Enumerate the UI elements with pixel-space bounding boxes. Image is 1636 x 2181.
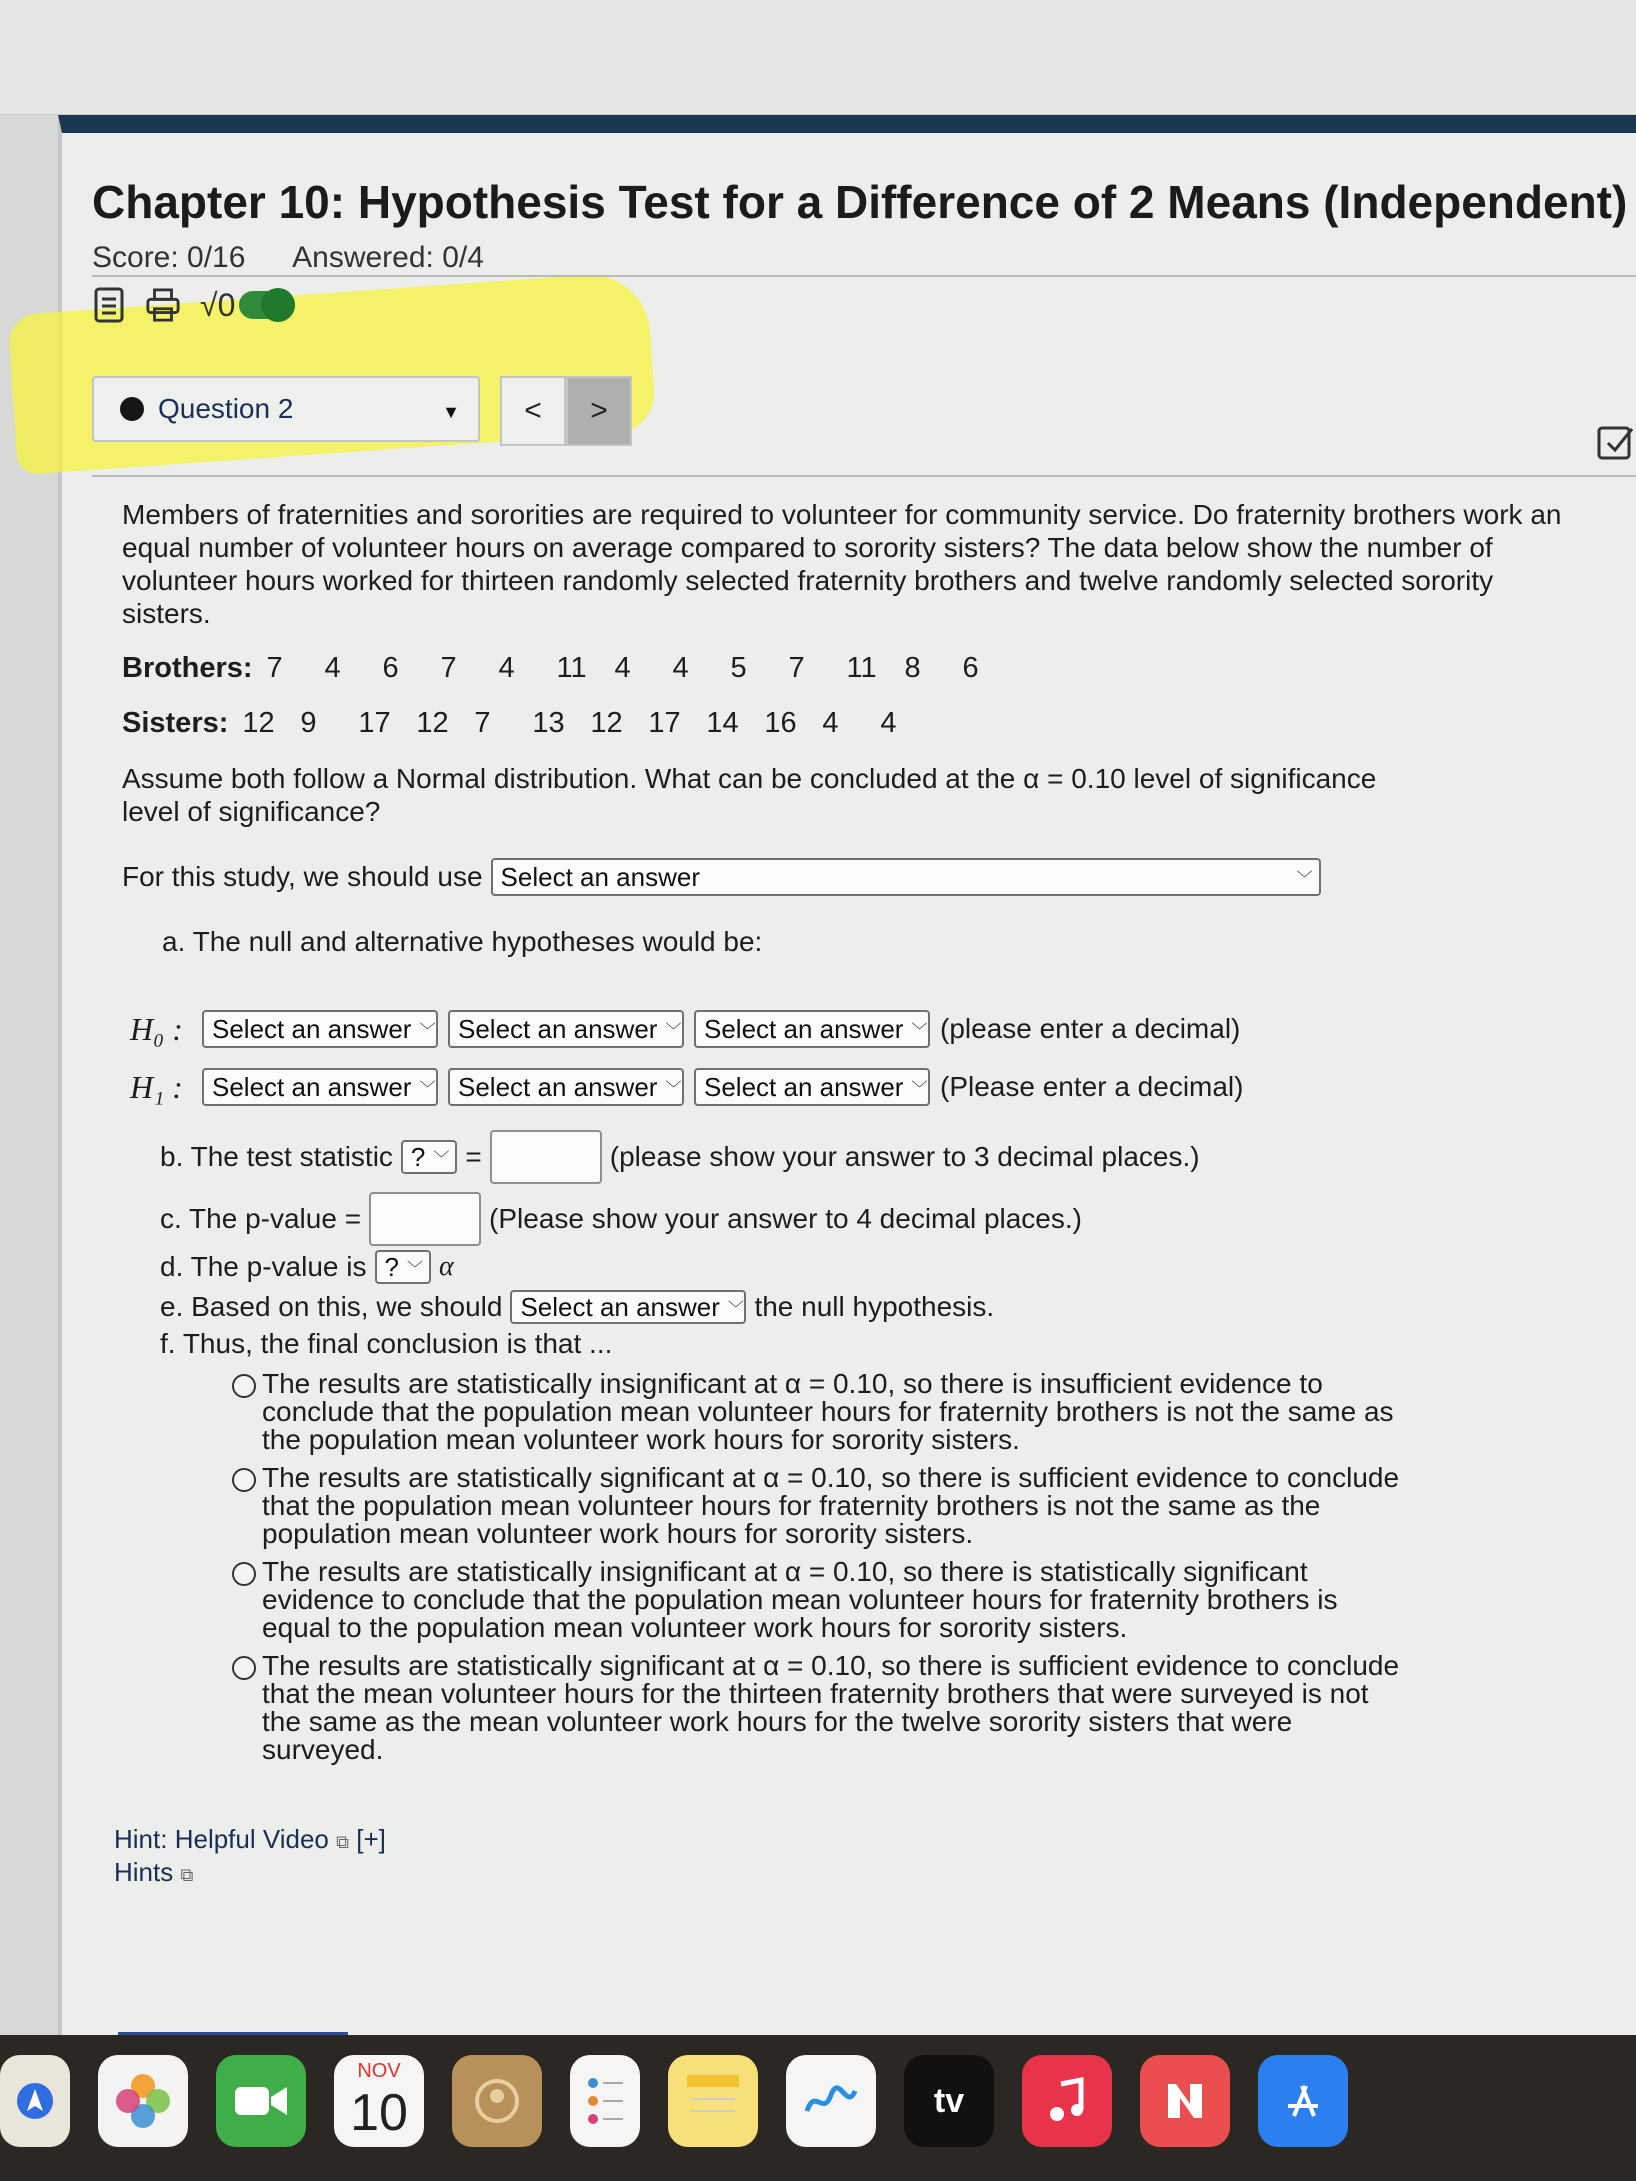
part-a-label: a. The null and alternative hypotheses would be: bbox=[162, 926, 763, 957]
part-e-prefix: e. Based on this, we should bbox=[160, 1291, 503, 1322]
brothers-value: 4 bbox=[324, 652, 341, 684]
external-link-icon: ⧉ bbox=[336, 1832, 349, 1852]
h1-row bbox=[130, 1068, 1572, 1106]
chevron-down-icon: ﹀ bbox=[665, 1022, 682, 1040]
conclusion-options bbox=[232, 1370, 1412, 1764]
math-entry-toggle[interactable] bbox=[200, 287, 295, 324]
sisters-data-row bbox=[122, 707, 1572, 740]
chevron-down-icon: ﹀ bbox=[1296, 870, 1313, 888]
chevron-down-icon: ﹀ bbox=[911, 1022, 928, 1040]
chevron-down-icon: ﹀ bbox=[665, 1080, 682, 1098]
assignment-page bbox=[58, 115, 1636, 2050]
select-value: Select an answer bbox=[458, 1071, 658, 1102]
browser-top-area bbox=[0, 0, 1636, 115]
app-store-icon[interactable] bbox=[1258, 2055, 1348, 2147]
prev-question-button[interactable]: < bbox=[500, 376, 566, 446]
calendar-month: NOV bbox=[357, 2059, 401, 2082]
tv-label: tv bbox=[933, 2081, 965, 2120]
h0-value-select[interactable] bbox=[694, 1010, 930, 1048]
part-d-label: d. The p-value is bbox=[160, 1251, 367, 1282]
edit-checkbox-icon[interactable] bbox=[1596, 423, 1636, 463]
select-value: ? bbox=[410, 1141, 426, 1172]
decision-select[interactable] bbox=[510, 1290, 746, 1324]
sisters-value: 4 bbox=[822, 707, 839, 739]
brothers-value: 7 bbox=[266, 652, 283, 684]
news-app-icon[interactable] bbox=[1140, 2055, 1230, 2147]
reminders-app-icon[interactable] bbox=[570, 2055, 640, 2147]
brothers-value: 4 bbox=[498, 652, 515, 684]
brothers-value: 11 bbox=[556, 652, 587, 684]
contacts-app-icon[interactable] bbox=[452, 2055, 542, 2147]
chevron-down-icon: ﹀ bbox=[419, 1080, 436, 1098]
part-c-label: c. The p-value = bbox=[160, 1203, 362, 1234]
hint-line bbox=[114, 1824, 1572, 1857]
sqrt-label: √0 bbox=[200, 286, 236, 323]
study-select-value: Select an answer bbox=[500, 861, 700, 892]
test-statistic-input[interactable] bbox=[490, 1130, 602, 1184]
p-value-comparison-select[interactable] bbox=[375, 1250, 431, 1284]
brothers-value: 4 bbox=[614, 652, 631, 684]
h0-operator-select[interactable] bbox=[448, 1010, 684, 1048]
test-statistic-select[interactable] bbox=[401, 1140, 457, 1174]
conclusion-option-4[interactable] bbox=[232, 1652, 1412, 1764]
caret-down-icon: ▼ bbox=[442, 402, 460, 422]
divider bbox=[92, 275, 1636, 277]
chevron-down-icon: ﹀ bbox=[419, 1022, 436, 1040]
radio-button[interactable] bbox=[232, 1374, 256, 1398]
part-e-line bbox=[160, 1290, 1572, 1324]
part-f-label: f. Thus, the final conclusion is that ... bbox=[160, 1328, 613, 1359]
brothers-value: 11 bbox=[846, 652, 877, 684]
maps-app-icon[interactable] bbox=[0, 2055, 70, 2147]
conclusion-option-1[interactable] bbox=[232, 1370, 1412, 1454]
part-c-note: (Please show your answer to 4 decimal places.) bbox=[489, 1203, 1082, 1234]
part-b-line bbox=[160, 1130, 1572, 1184]
macos-dock bbox=[0, 2035, 1636, 2181]
score-line bbox=[92, 241, 524, 275]
status-dot-icon bbox=[120, 397, 144, 421]
chevron-down-icon: ﹀ bbox=[911, 1080, 928, 1098]
brothers-value: 7 bbox=[788, 652, 805, 684]
h0-parameter-select[interactable] bbox=[202, 1010, 438, 1048]
select-value: Select an answer bbox=[704, 1013, 904, 1044]
calendar-app-icon[interactable] bbox=[334, 2055, 424, 2147]
radio-button[interactable] bbox=[232, 1562, 256, 1586]
part-b-label: b. The test statistic bbox=[160, 1141, 393, 1172]
divider bbox=[92, 475, 1636, 477]
part-b-note: (please show your answer to 3 decimal places.) bbox=[609, 1141, 1200, 1172]
question-dropdown[interactable] bbox=[92, 376, 480, 442]
p-value-input[interactable] bbox=[369, 1192, 481, 1246]
study-type-select[interactable] bbox=[491, 858, 1321, 896]
answered-text: Answered: 0/4 bbox=[292, 241, 484, 274]
option-text: The results are statistically insignificant at α = 0.10, so there is insufficient evidence to conclude that the population mean volunteer hours for fraternity brothers is not the same as the population mean volunteer work hours for sorority sisters. bbox=[262, 1368, 1394, 1455]
sisters-value: 14 bbox=[706, 707, 739, 739]
brothers-value: 6 bbox=[382, 652, 399, 684]
select-value: Select an answer bbox=[704, 1071, 904, 1102]
option-text: The results are statistically significant at α = 0.10, so there is sufficient evidence to conclude that the mean volunteer hours for the thirteen fraternity brothers that were surveyed is not the same as the mean volunteer work hours for the twelve sorority sisters that were surveyed. bbox=[262, 1650, 1400, 1765]
external-link-icon: ⧉ bbox=[180, 1865, 194, 1885]
equals-sign: = bbox=[465, 1141, 482, 1172]
sisters-value: 7 bbox=[474, 707, 491, 739]
sisters-value: 12 bbox=[416, 707, 449, 739]
sisters-value: 17 bbox=[648, 707, 681, 739]
problem-intro: Members of fraternities and sororities are required to volunteer for community service. Do fraternity brothers work an equal number of volunteer hours on average compared to sorority sisters? The data below show the number of volunteer hours worked for thirteen randomly selected fraternity brothers and twelve randomly selected sorority sisters. bbox=[122, 499, 1562, 629]
h1-value-select[interactable] bbox=[694, 1068, 930, 1106]
option-text: The results are statistically insignificant at α = 0.10, so there is statistically significant evidence to conclude that the population mean volunteer hours for fraternity brothers is equal to the population mean volunteer work hours for sorority sisters. bbox=[262, 1556, 1338, 1643]
select-value: Select an answer bbox=[212, 1071, 412, 1102]
brothers-value: 5 bbox=[730, 652, 747, 684]
question-label: Question 2 bbox=[158, 393, 294, 424]
study-line bbox=[122, 858, 1572, 896]
h1-note: (Please enter a decimal) bbox=[940, 1071, 1244, 1102]
parts-b-to-f bbox=[160, 1130, 1572, 1764]
study-prefix: For this study, we should use bbox=[122, 861, 483, 892]
h0-symbol: H₀ : bbox=[130, 1010, 183, 1047]
brothers-value: 8 bbox=[904, 652, 921, 684]
select-value: Select an answer bbox=[212, 1013, 412, 1044]
sisters-value: 13 bbox=[532, 707, 565, 739]
sisters-value: 16 bbox=[764, 707, 797, 739]
brothers-label: Brothers: bbox=[122, 652, 253, 684]
part-e-suffix: the null hypothesis. bbox=[754, 1291, 995, 1322]
expand-hint-button[interactable]: [+] bbox=[356, 1824, 386, 1854]
part-c-line bbox=[160, 1192, 1572, 1246]
calendar-day: 10 bbox=[350, 2083, 408, 2142]
h1-parameter-select[interactable] bbox=[202, 1068, 438, 1106]
select-value: Select an answer bbox=[458, 1013, 658, 1044]
toolbar bbox=[92, 285, 295, 325]
sisters-value: 9 bbox=[300, 707, 317, 739]
score-text: Score: 0/16 bbox=[92, 241, 246, 274]
brothers-value: 4 bbox=[672, 652, 689, 684]
sisters-value: 17 bbox=[358, 707, 391, 739]
part-d-line bbox=[160, 1250, 1572, 1284]
radio-button[interactable] bbox=[232, 1468, 256, 1492]
chevron-down-icon: ﹀ bbox=[433, 1150, 450, 1168]
chevron-down-icon: ﹀ bbox=[727, 1300, 744, 1318]
question-body bbox=[114, 498, 1572, 1890]
notes-app-icon[interactable] bbox=[668, 2055, 758, 2147]
conclusion-option-3[interactable] bbox=[232, 1558, 1412, 1642]
assumption-line-1: Assume both follow a Normal distribution. What can be concluded at the α = 0.10 level of significance bbox=[122, 763, 1377, 794]
h0-row bbox=[130, 1010, 1572, 1048]
alpha-symbol: α bbox=[438, 1251, 454, 1282]
brothers-data-row bbox=[122, 652, 1572, 685]
music-app-icon[interactable] bbox=[1022, 2055, 1112, 2147]
hint-prefix: Hint: bbox=[114, 1824, 168, 1854]
toggle-switch-icon[interactable] bbox=[239, 291, 295, 319]
print-icon[interactable] bbox=[146, 286, 180, 324]
facetime-app-icon[interactable] bbox=[216, 2055, 306, 2147]
brothers-value: 7 bbox=[440, 652, 457, 684]
assumption-line-2: level of significance? bbox=[122, 796, 381, 827]
photos-app-icon[interactable] bbox=[98, 2055, 188, 2147]
brothers-value: 6 bbox=[962, 652, 979, 684]
option-text: The results are statistically significant at α = 0.10, so there is sufficient evidence to conclude that the population mean volunteer hours for fraternity brothers is not the same as the population mean volunteer work hours for sorority sisters. bbox=[262, 1462, 1400, 1549]
sisters-value: 12 bbox=[590, 707, 623, 739]
select-value: ? bbox=[384, 1251, 399, 1282]
sisters-value: 4 bbox=[880, 707, 897, 739]
document-icon[interactable] bbox=[92, 286, 126, 324]
apple-tv-app-icon[interactable] bbox=[904, 2055, 994, 2147]
sisters-label: Sisters: bbox=[122, 707, 229, 739]
helpful-video-link[interactable]: Helpful Video bbox=[174, 1824, 329, 1854]
h1-operator-select[interactable] bbox=[448, 1068, 684, 1106]
conclusion-option-2[interactable] bbox=[232, 1464, 1412, 1548]
hints-line bbox=[114, 1857, 1572, 1890]
hints-section bbox=[114, 1824, 1572, 1890]
sisters-value: 12 bbox=[242, 707, 275, 739]
question-nav bbox=[500, 376, 632, 446]
freeform-app-icon[interactable] bbox=[786, 2055, 876, 2147]
hints-link[interactable]: Hints bbox=[114, 1857, 174, 1887]
chevron-down-icon: ﹀ bbox=[406, 1260, 423, 1278]
h1-symbol: H₁ : bbox=[130, 1068, 183, 1105]
radio-button[interactable] bbox=[232, 1656, 256, 1680]
select-value: Select an answer bbox=[520, 1291, 720, 1322]
page-title: Chapter 10: Hypothesis Test for a Difference of 2 Means (Independent) bbox=[92, 176, 1628, 228]
h0-note: (please enter a decimal) bbox=[940, 1013, 1241, 1044]
next-question-button[interactable]: > bbox=[566, 376, 632, 446]
